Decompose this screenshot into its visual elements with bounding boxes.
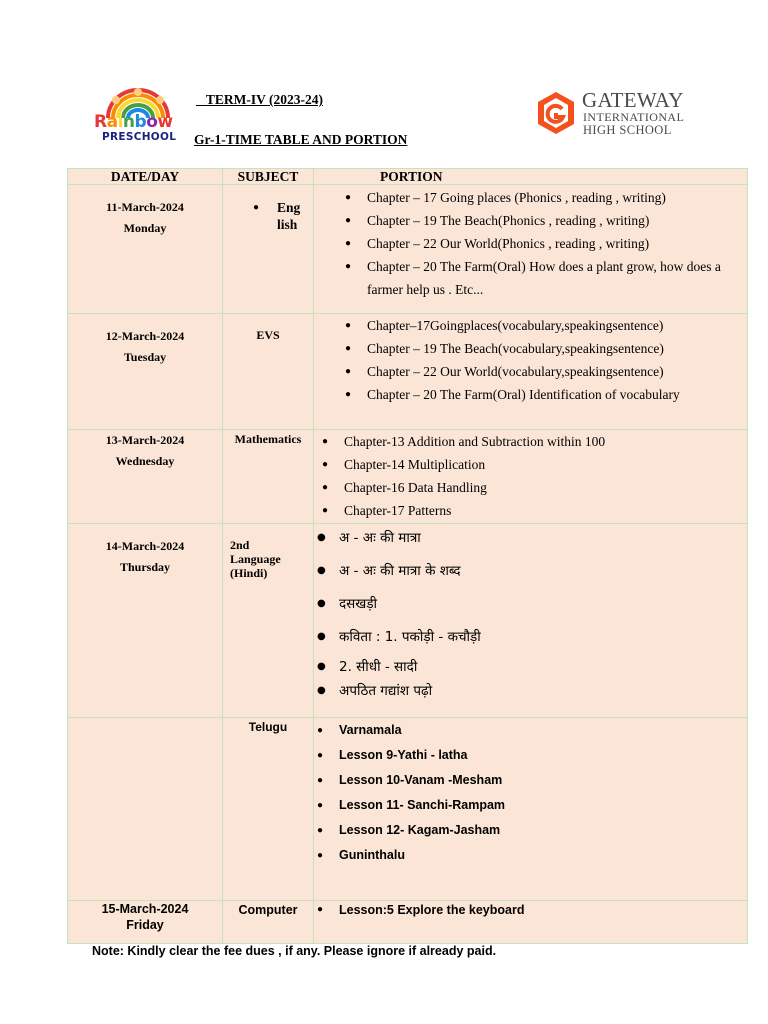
day: Friday [126, 918, 164, 932]
date: 12-March-2024 [105, 329, 185, 343]
portion-cell [314, 314, 748, 430]
portion-list [314, 314, 747, 406]
table-header-row [68, 169, 748, 185]
fee-note: Note: Kindly clear the fee dues , if any. Please ignore if already paid. [92, 944, 497, 958]
logo-line-2: INTERNATIONAL [583, 110, 685, 124]
date: 13-March-2024 [105, 433, 185, 447]
subject-line: Language [230, 552, 281, 566]
list-item: ● Lesson:5 Explore the keyboard [314, 901, 747, 919]
logo-line-1: GATEWAY [582, 88, 684, 112]
portion-list [314, 185, 747, 301]
gateway-school-logo [536, 88, 685, 140]
subject: Mathematics [234, 432, 302, 446]
list-item: ● अ - अः की मात्रा [314, 526, 747, 550]
header-subject: SUBJECT [223, 169, 314, 185]
list-item: ● Chapter-17 Patterns [314, 499, 747, 522]
date: 15-March-2024 [101, 902, 189, 916]
date-cell [68, 901, 223, 944]
date: 11-March-2024 [106, 200, 184, 214]
day: Wednesday [115, 454, 175, 468]
list-item: ● Chapter-13 Addition and Subtraction within 100 [314, 430, 747, 453]
term-heading: TERM-IV (2023-24) [205, 92, 324, 107]
header-portion: PORTION [314, 169, 748, 185]
date-cell [68, 524, 223, 718]
subject-cell [223, 524, 314, 718]
portion-cell [314, 185, 748, 314]
list-item: ● Lesson 10-Vanam -Mesham [314, 768, 747, 793]
bullet-icon: ● [253, 202, 260, 213]
list-item: ● Chapter – 17 Going places (Phonics , reading , writing) [314, 186, 747, 209]
day: Monday [123, 221, 167, 235]
logo-subtitle: PRESCHOOL [102, 131, 177, 143]
table-row [68, 524, 748, 718]
list-item: ● Chapter–17Goingplaces(vocabulary,speakingsentence) [314, 314, 747, 337]
table-row [68, 718, 748, 901]
portion-list [314, 524, 747, 703]
day: Thursday [119, 560, 171, 574]
list-item: ● Chapter-14 Multiplication [314, 453, 747, 476]
subject-cell [223, 185, 314, 314]
timetable [67, 168, 748, 944]
list-item: ● Lesson 12- Kagam-Jasham [314, 818, 747, 843]
list-item: ● अपठित गद्यांश पढ़ो [314, 679, 747, 703]
portion-cell [314, 430, 748, 524]
table-row [68, 901, 748, 944]
list-item: ● Chapter – 19 The Beach(vocabulary,speakingsentence) [314, 337, 747, 360]
gateway-emblem-icon [536, 90, 576, 136]
subject: Telugu [248, 720, 288, 734]
subject-cell [223, 430, 314, 524]
list-item: ● कविता : 1. पकोड़ी - कचौड़ी [314, 625, 747, 649]
subject: ● Eng lish [253, 200, 301, 232]
list-item: ● Chapter – 19 The Beach(Phonics , reading , writing) [314, 209, 747, 232]
portion-cell [314, 524, 748, 718]
logo-word: Rainbow [94, 112, 173, 132]
day: Tuesday [123, 350, 167, 364]
subject: Computer [238, 903, 298, 917]
list-item: ● Varnamala [314, 718, 747, 743]
subject-line: 2nd [230, 538, 250, 552]
portion-list [314, 901, 747, 919]
list-item: ● Lesson 11- Sanchi-Rampam [314, 793, 747, 818]
date-cell [68, 185, 223, 314]
table-row [68, 314, 748, 430]
date: 14-March-2024 [105, 539, 185, 553]
list-item: ● Chapter – 22 Our World(Phonics , reading , writing) [314, 232, 747, 255]
list-item: ● अ - अः की मात्रा के शब्द [314, 559, 747, 583]
portion-list [314, 718, 747, 868]
list-item: ● Guninthalu [314, 843, 747, 868]
date-cell [68, 430, 223, 524]
list-item: ● Chapter – 20 The Farm(Oral) How does a plant grow, how does a farmer help us . Etc... [314, 255, 747, 301]
list-item: ● Chapter – 20 The Farm(Oral) Identification of vocabulary [314, 383, 747, 406]
subject-cell [223, 314, 314, 430]
table-row [68, 430, 748, 524]
header-date: DATE/DAY [68, 169, 223, 185]
rainbow-preschool-logo [92, 86, 184, 144]
list-item: ● Chapter – 22 Our World(vocabulary,speakingsentence) [314, 360, 747, 383]
date-cell [68, 718, 223, 901]
list-item: ● 2. सीधी - सादी [314, 655, 747, 679]
subject: EVS [256, 328, 280, 342]
logo-line-3: HIGH SCHOOL [583, 123, 672, 137]
portion-cell [314, 718, 748, 901]
page-title: Gr-1-TIME TABLE AND PORTION [194, 132, 408, 147]
list-item: ● दसखड़ी [314, 592, 747, 616]
portion-list [314, 430, 747, 522]
subject-cell [223, 718, 314, 901]
date-cell [68, 314, 223, 430]
list-item: ● Chapter-16 Data Handling [314, 476, 747, 499]
subject-line: (Hindi) [230, 566, 268, 580]
portion-cell [314, 901, 748, 944]
table-row [68, 185, 748, 314]
list-item: ● Lesson 9-Yathi - latha [314, 743, 747, 768]
subject-cell [223, 901, 314, 944]
